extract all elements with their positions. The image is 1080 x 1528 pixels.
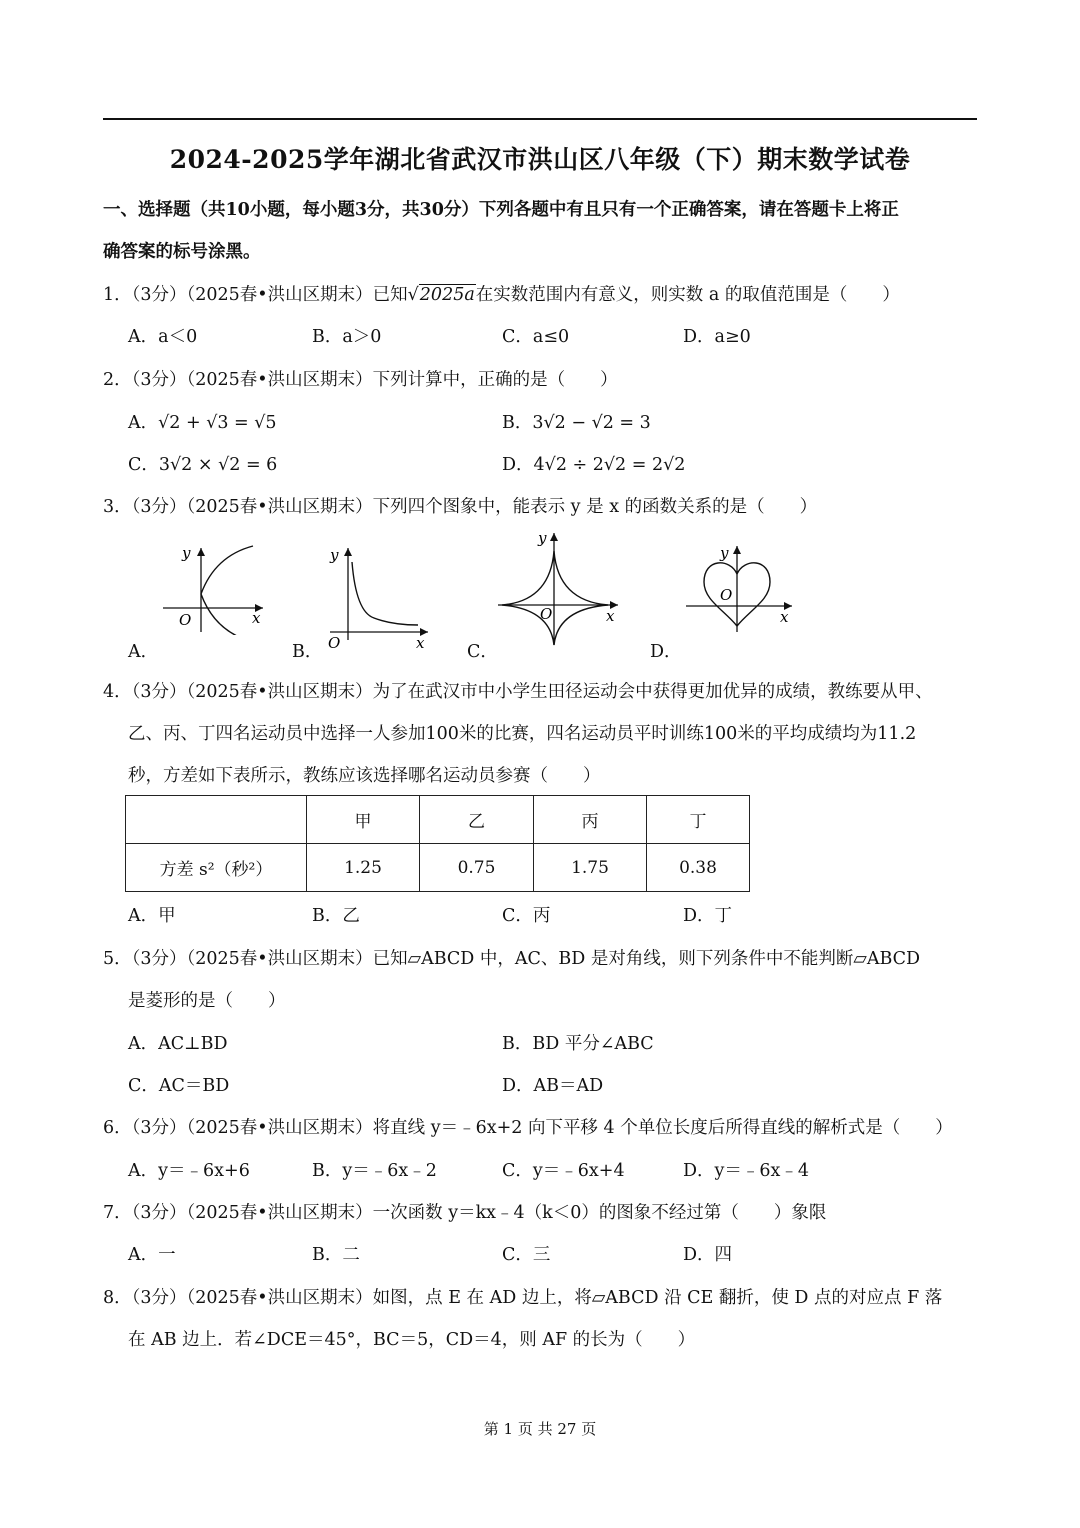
table-cell: 0.75 (420, 844, 534, 892)
q4-option-a: A．甲 (128, 906, 176, 926)
q5-option-d: D．AB＝AD (502, 1076, 604, 1096)
axis-x-label: x (252, 609, 261, 627)
axis-x-label: x (416, 634, 425, 652)
q1-post: 在实数范围内有意义，则实数 a 的取值范围是（ ） (475, 285, 900, 305)
axis-y-label: y (538, 529, 547, 547)
q1-option-d: D．a≥0 (683, 327, 751, 347)
axis-x-label: x (606, 607, 615, 625)
q4-option-b: B．乙 (312, 906, 360, 926)
table-row-label: 方差 s²（秒²） (126, 844, 307, 892)
q7-option-a: A．一 (128, 1245, 176, 1265)
q2-option-a: A．√2 + √3 = √5 (128, 413, 277, 433)
section-heading-cont: 确答案的标号涂黑。 (103, 242, 261, 262)
q6-option-b: B．y＝﹣6x﹣2 (312, 1161, 437, 1181)
q4-option-d: D．丁 (683, 906, 733, 926)
question-8: 8．（3分）（2025春•洪山区期末）如图，点 E 在 AD 边上，将▱ABCD 沿 CE 翻折，使 D 点的对应点 F 落 (103, 1288, 943, 1308)
table-cell: 0.38 (647, 844, 750, 892)
q3-option-d: D． (650, 642, 682, 662)
q3-option-c: C． (467, 642, 498, 662)
origin-label: O (720, 586, 733, 604)
question-1 (103, 281, 900, 306)
q1-pre: 1．（3分）（2025春•洪山区期末）已知 (103, 285, 408, 305)
page-footer: 第 1 页 共 27 页 (483, 1420, 597, 1438)
q7-option-d: D．四 (683, 1245, 733, 1265)
graph-c-astroid (494, 525, 624, 650)
q3-option-a: A． (128, 642, 159, 662)
question-4-cont2: 秒，方差如下表所示，教练应该选择哪名运动员参赛（ ） (128, 766, 601, 786)
q7-option-c: C．三 (502, 1245, 551, 1265)
sqrt-sign: √ (407, 285, 419, 305)
table-header-cell: 乙 (420, 796, 534, 844)
q5-option-c: C．AC＝BD (128, 1076, 230, 1096)
q1-option-b: B．a＞0 (312, 327, 382, 347)
question-4-cont: 乙、丙、丁四名运动员中选择一人参加100米的比赛，四名运动员平时训练100米的平均成绩均为11.2 (128, 724, 917, 744)
graph-a-parabola-sideways (155, 540, 270, 635)
q2-option-c: C．3√2 × √2 = 6 (128, 455, 278, 475)
table-header-cell (126, 796, 307, 844)
axis-y-label: y (182, 544, 191, 562)
q5-option-b: B．BD 平分∠ABC (502, 1034, 654, 1054)
axis-y-label: y (720, 544, 729, 562)
q3-option-b: B． (292, 642, 323, 662)
q2-option-b: B．3√2 − √2 = 3 (502, 413, 651, 433)
q5-option-a: A．AC⊥BD (128, 1034, 228, 1054)
table-header-cell: 丁 (647, 796, 750, 844)
question-3: 3．（3分）（2025春•洪山区期末）下列四个图象中，能表示 y 是 x 的函数关系的是（ ） (103, 497, 818, 517)
question-4: 4．（3分）（2025春•洪山区期末）为了在武汉市中小学生田径运动会中获得更加优异的成绩，教练要从甲、 (103, 682, 933, 702)
axis-x-label: x (780, 608, 789, 626)
q6-option-c: C．y＝﹣6x+4 (502, 1161, 625, 1181)
graph-b-hyperbola (318, 540, 433, 652)
section-heading: 一、选择题（共10小题，每小题3分，共30分）下列各题中有且只有一个正确答案，请在答题卡上将正 (103, 200, 899, 220)
q2-option-d: D．4√2 ÷ 2√2 = 2√2 (502, 455, 686, 475)
table-cell: 1.75 (534, 844, 647, 892)
header-rule (103, 118, 977, 120)
table-header-cell: 甲 (307, 796, 420, 844)
question-5: 5．（3分）（2025春•洪山区期末）已知▱ABCD 中，AC、BD 是对角线，则下列条件中不能判断▱ABCD (103, 949, 921, 969)
page-title: 2024-2025学年湖北省武汉市洪山区八年级（下）期末数学试卷 (169, 145, 911, 174)
variance-table (125, 795, 750, 892)
q1-option-c: C．a≤0 (502, 327, 570, 347)
q7-option-b: B．二 (312, 1245, 360, 1265)
table-header-row (126, 796, 750, 844)
question-6: 6．（3分）（2025春•洪山区期末）将直线 y＝﹣6x+2 向下平移 4 个单位长度后所得直线的解析式是（ ） (103, 1118, 953, 1138)
question-8-cont: 在 AB 边上．若∠DCE＝45°，BC＝5，CD＝4，则 AF 的长为（ ） (128, 1330, 696, 1350)
graph-d-heart (682, 540, 797, 635)
table-header-cell: 丙 (534, 796, 647, 844)
question-2: 2．（3分）（2025春•洪山区期末）下列计算中，正确的是（ ） (103, 370, 618, 390)
axis-y-label: y (330, 546, 339, 564)
question-5-cont: 是菱形的是（ ） (128, 991, 286, 1011)
origin-label: O (328, 634, 341, 652)
table-cell: 1.25 (307, 844, 420, 892)
origin-label: O (179, 611, 192, 629)
q4-option-c: C．丙 (502, 906, 551, 926)
q1-option-a: A．a＜0 (128, 327, 198, 347)
question-7: 7．（3分）（2025春•洪山区期末）一次函数 y＝kx﹣4（k＜0）的图象不经过第（ ）象限 (103, 1203, 827, 1223)
table-row (126, 844, 750, 892)
origin-label: O (540, 605, 553, 623)
q6-option-a: A．y＝﹣6x+6 (128, 1161, 250, 1181)
q1-radicand: 2025a (419, 285, 475, 305)
q6-option-d: D．y＝﹣6x﹣4 (683, 1161, 810, 1181)
